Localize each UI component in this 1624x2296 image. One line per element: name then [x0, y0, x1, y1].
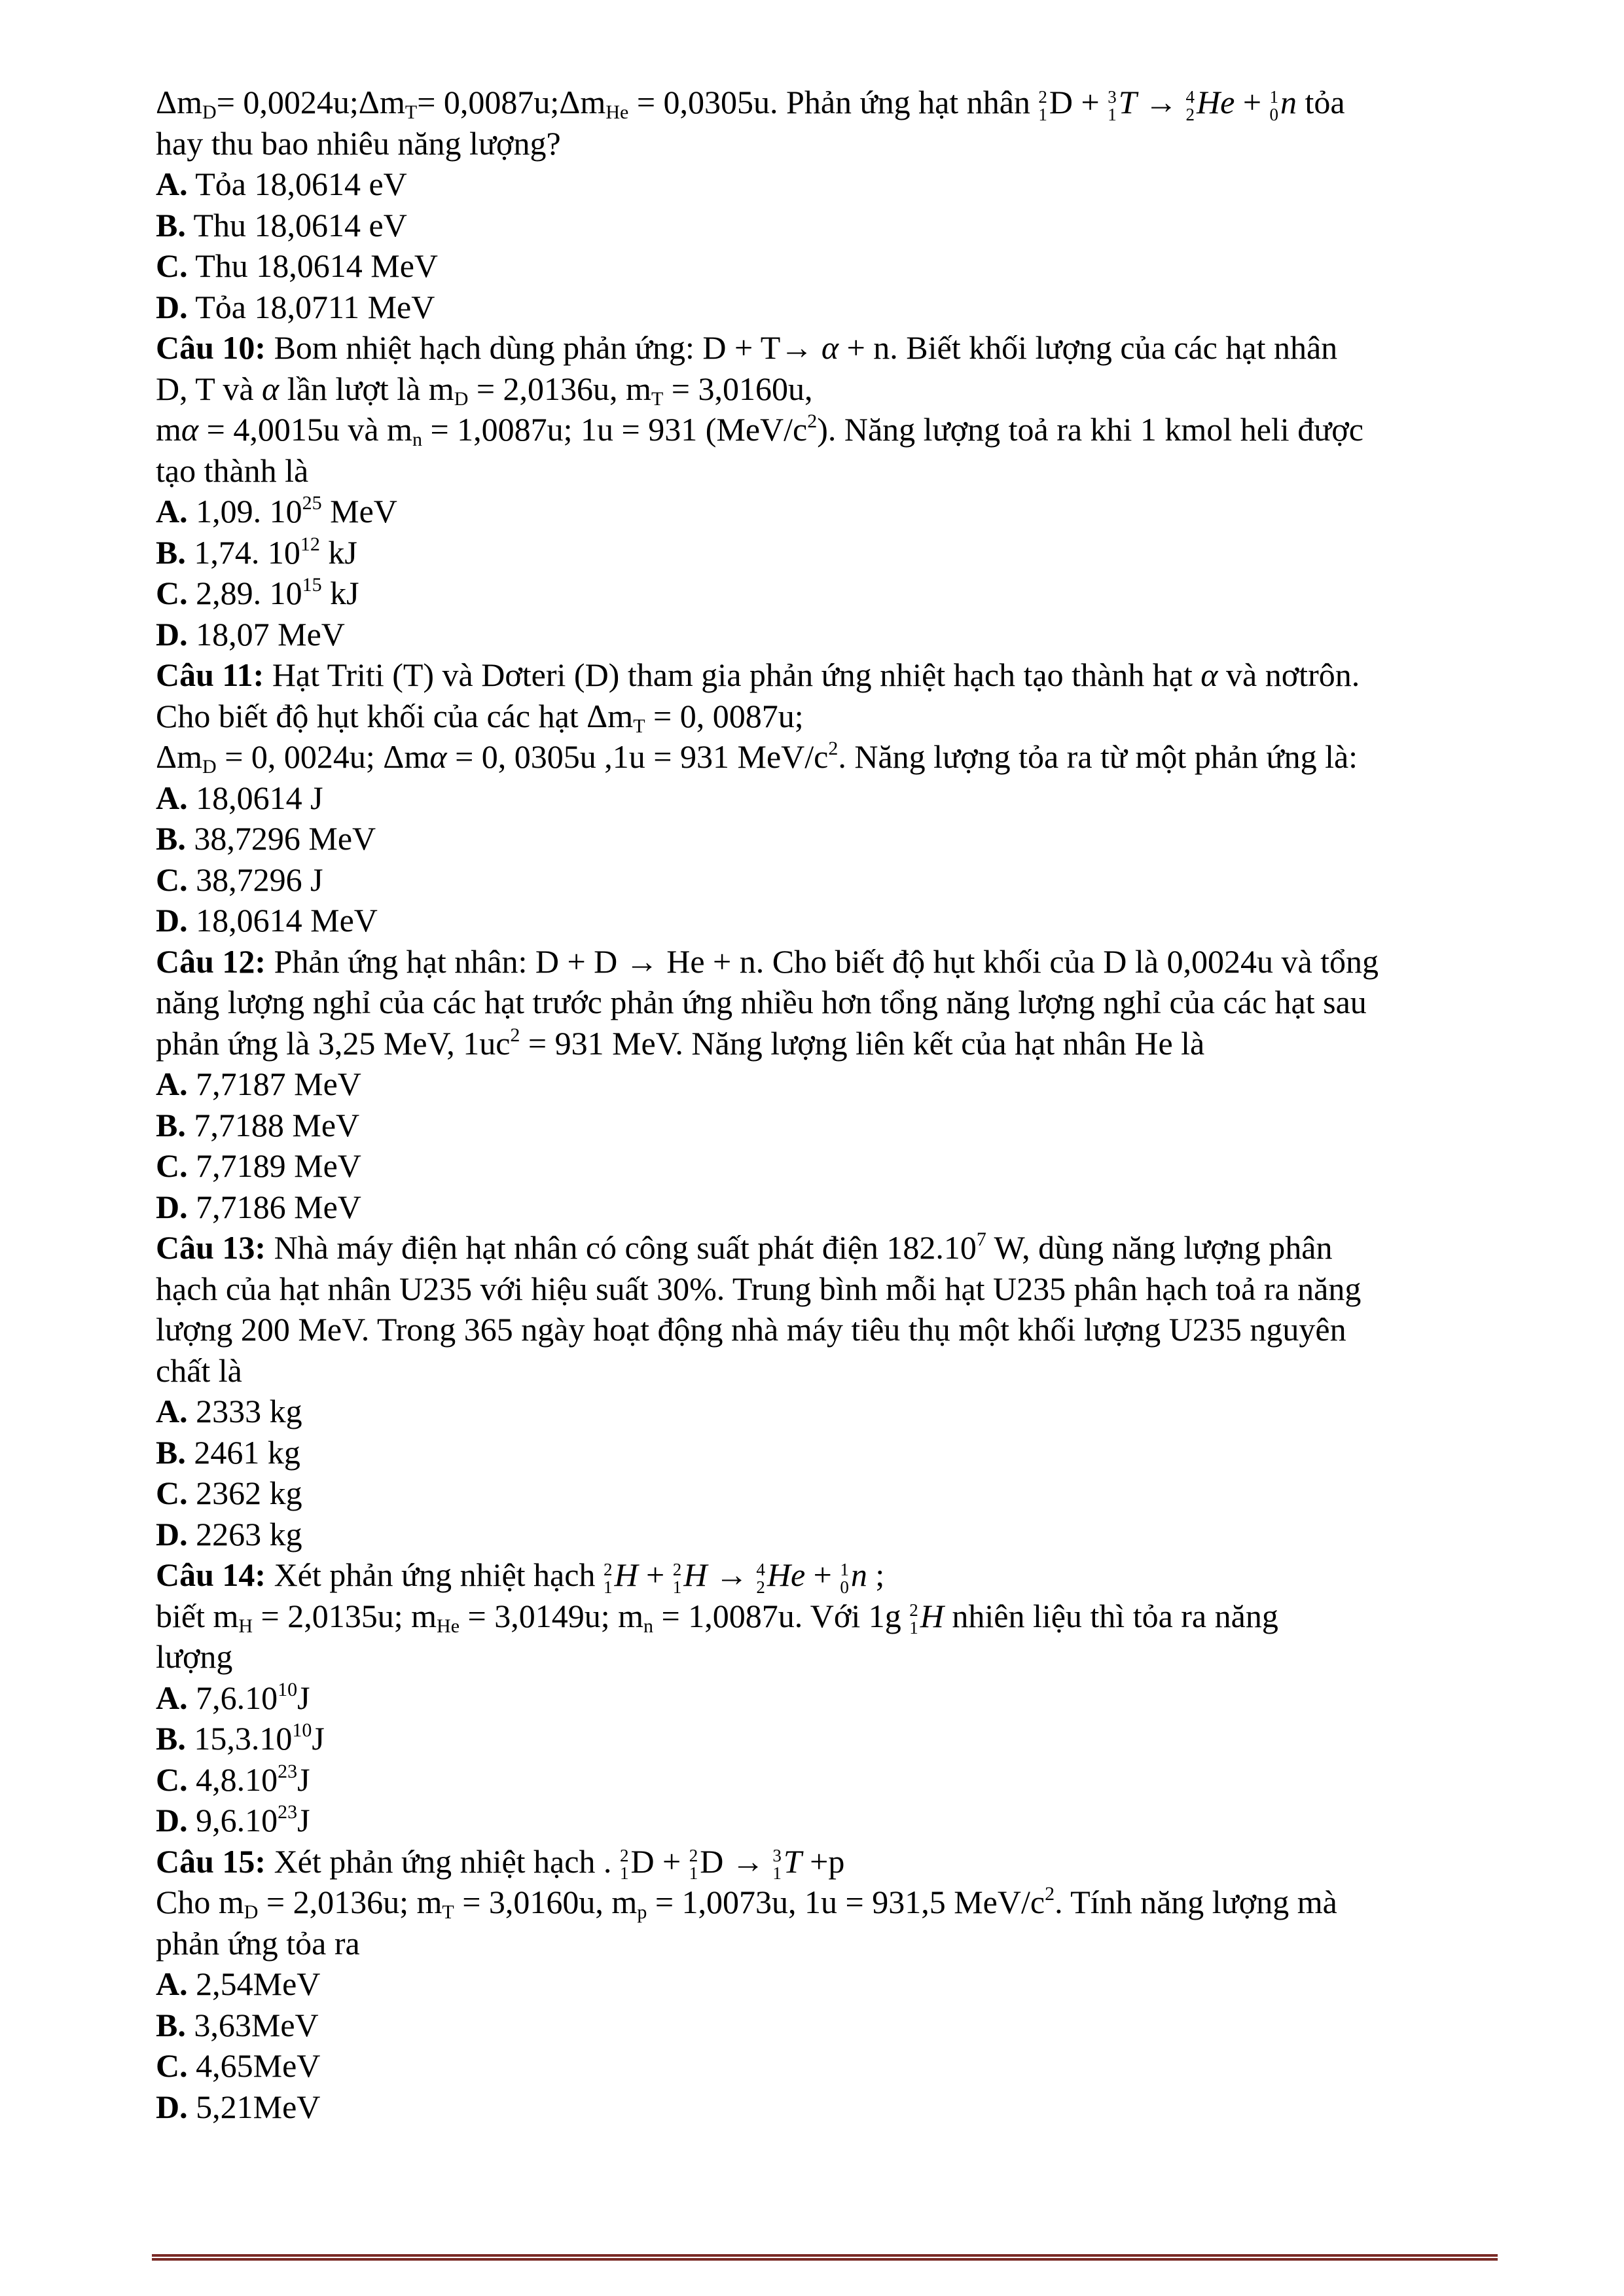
q9-text: = 0,0305u. Phản ứng hạt nhân [628, 84, 1039, 120]
q15-option-a: A. 2,54MeV [156, 1965, 321, 2002]
nuclide-hydrogen-2: 2 1 H [909, 1597, 944, 1638]
q9-text: tỏa [1297, 84, 1345, 120]
q14-line-3: lượng [156, 1638, 233, 1675]
q14-option-b: B. 15,3.10$^{10}$J [156, 1719, 325, 1757]
q13-line-3: lượng 200 MeV. Trong 365 ngày hoạt động nhà máy tiêu thụ một khối lượng U235 nguyên [156, 1311, 1346, 1348]
q10-option-b: B. 1,74. $10^{12}$ kJ [156, 533, 357, 571]
q14-option-d: D. 9,6.10$^{23}$J [156, 1801, 310, 1839]
q10-label: Câu 10: [156, 329, 266, 366]
nuclide-tritium: 3 1 T [772, 1842, 802, 1884]
q9-option-d: D. Tỏa 18,0711 MeV [156, 288, 435, 325]
q13-line-4: chất là [156, 1352, 242, 1389]
q12-line-3: phản ứng là 3,25 MeV, $1uc^2 = 931$ MeV. Năng lượng liên kết của hạt nhân He là [156, 1024, 1205, 1062]
q14-line-1: Câu 14: Xét phản ứng nhiệt hạch 2 1 H + 2 1 H → 4 2 He + 1 0 n ; [156, 1554, 1504, 1596]
document-content [156, 82, 1504, 2127]
q13-option-b: B. 2461 kg [156, 1433, 300, 1471]
q10-option-a: A. 1,09. $10^{25}$ MeV [156, 492, 397, 529]
nuclide-deuterium: 2 1 D [689, 1842, 724, 1884]
q15-line-1: Câu 15: Xét phản ứng nhiệt hạch . 2 1 D + 2 1 D → 3 1 T +p [156, 1841, 1504, 1882]
q14-option-a: A. 7,6.10$^{10}$J [156, 1678, 310, 1716]
q9-text: = 0,0024u;Δm [216, 84, 405, 120]
nuclide-hydrogen-2: 2 1 H [603, 1556, 638, 1597]
nuclide-neutron: 1 0 n [1269, 84, 1297, 124]
q12-label: Câu 12: [156, 942, 266, 980]
footer-divider [152, 2254, 1498, 2261]
q13-option-c: C. 2362 kg [156, 1475, 302, 1511]
q11-label: Câu 11: [156, 656, 264, 693]
nuclide-helium: 4 2 He [1185, 84, 1235, 124]
q13-line-1: Câu 13: Nhà máy điện hạt nhân có công suất phát điện 182.10$^7$ W, dùng năng lượng phân [156, 1229, 1333, 1266]
q12-option-b: B. 7,7188 MeV [156, 1106, 360, 1143]
q11-line-3: $\Delta m_D = 0$, 0024u; Δmα = 0, 0305u ,1u = 931 MeV/$c^2$. Năng lượng tỏa ra từ một phản ứng là: [156, 738, 1358, 778]
q10-line-2: D, T và α lần lượt là $m_D = 2,0136u$, $m_T = 3,0160u$, [156, 370, 813, 410]
q12-line-2: năng lượng nghỉ của các hạt trước phản ứng nhiều hơn tổng năng lượng nghỉ của các hạt sau [156, 984, 1367, 1020]
q12-option-c: C. 7,7189 MeV [156, 1147, 361, 1184]
q11-line-2: Cho biết độ hụt khối của các hạt $\Delta m_T = 0$, 0087u; [156, 697, 804, 737]
nuclide-deuterium: 2 1 D [619, 1842, 655, 1884]
q11-option-b: B. 38,7296 MeV [156, 820, 376, 857]
q12-option-d: D. 7,7186 MeV [156, 1188, 361, 1225]
q10-line-3: mα = 4,0015u và $m_n = 1,0087u$; 1u = 931 $(MeV/c^2)$. Năng lượng toả ra khi 1 kmol heli được [156, 410, 1363, 450]
nuclide-deuterium: 2 1 D [1038, 84, 1073, 124]
q10-option-c: C. 2,89. $10^{15}$ kJ [156, 574, 359, 611]
q9-text: = 0,0087u;Δm [417, 84, 606, 120]
q10-option-d: D. 18,07 MeV [156, 615, 345, 653]
q11-line-1: Câu 11: Hạt Triti (T) và Dơteri (D) tham gia phản ứng nhiệt hạch tạo thành hạt α và nơtrôn. [156, 656, 1360, 693]
q15-option-b: B. 3,63MeV [156, 2006, 319, 2043]
q15-line-2: Cho $m_D = 2,0136u$; $m_T = 3,0160u$, $m_p = 1,0073u$, 1u = 931,5 MeV/$c^2$. Tính năng lượng mà [156, 1883, 1337, 1923]
nuclide-neutron: 1 0 n [840, 1556, 867, 1597]
q9-line-2: hay thu bao nhiêu năng lượng? [156, 124, 561, 162]
nuclide-helium: 4 2 He [756, 1556, 806, 1597]
q9-sub: He [605, 101, 629, 123]
q9-option-c: C. Thu 18,0614 MeV [156, 247, 439, 284]
q13-option-a: A. 2333 kg [156, 1393, 302, 1429]
nuclide-tritium: 3 1 T [1108, 84, 1137, 124]
q9-sub: D [202, 101, 217, 123]
q9-text: Δm [156, 84, 203, 120]
q11-option-c: C. 38,7296 J [156, 861, 323, 898]
q10-line-4: tạo thành là [156, 452, 309, 489]
q11-option-a: A. 18,0614 J [156, 779, 323, 816]
q12-option-a: A. 7,7187 MeV [156, 1066, 361, 1102]
q10-line-1: Câu 10: Bom nhiệt hạch dùng phản ứng: D + T→ α + n. Biết khối lượng của các hạt nhân [156, 329, 1338, 366]
q13-label: Câu 13: [156, 1229, 266, 1266]
nuclide-hydrogen-2: 2 1 H [672, 1556, 708, 1597]
q14-line-2: biết $m_H = 2,0135u$; $m_{He} = 3,0149u$; $m_n = 1,0087u$. Với 1g 2 1 H nhiên liệu thì tỏa ra năng [156, 1596, 1504, 1637]
q14-label: Câu 14: [156, 1556, 266, 1593]
q9-option-b: B. Thu 18,0614 eV [156, 206, 407, 243]
q12-line-1: Câu 12: Phản ứng hạt nhân: D + D → He + n. Cho biết độ hụt khối của D là 0,0024u và tổng [156, 942, 1379, 980]
q14-option-c: C. 4,8.10$^{23}$J [156, 1760, 310, 1798]
q11-option-d: D. 18,0614 MeV [156, 902, 378, 939]
q15-label: Câu 15: [156, 1842, 266, 1880]
q15-line-3: phản ứng tỏa ra [156, 1924, 360, 1962]
q15-option-c: C. 4,65MeV [156, 2047, 321, 2084]
q9-sub: T [405, 101, 418, 123]
q13-line-2: hạch của hạt nhân U235 với hiệu suất 30%. Trung bình mỗi hạt U235 phân hạch toả ra năng [156, 1270, 1362, 1307]
q13-option-d: D. 2263 kg [156, 1515, 302, 1552]
q9-option-a: A. Tỏa 18,0614 eV [156, 166, 407, 202]
q15-option-d: D. 5,21MeV [156, 2088, 321, 2125]
q9-line-1: $\Delta m_D=$ $0,0024u;\Delta m_T=$ $0,0087u;\Delta m_{He} = 0,0305u$. Phản ứng hạt nhân 2 1 D + 3 1 T → 4 2 He + 1 0 n tỏa [156, 82, 1504, 123]
